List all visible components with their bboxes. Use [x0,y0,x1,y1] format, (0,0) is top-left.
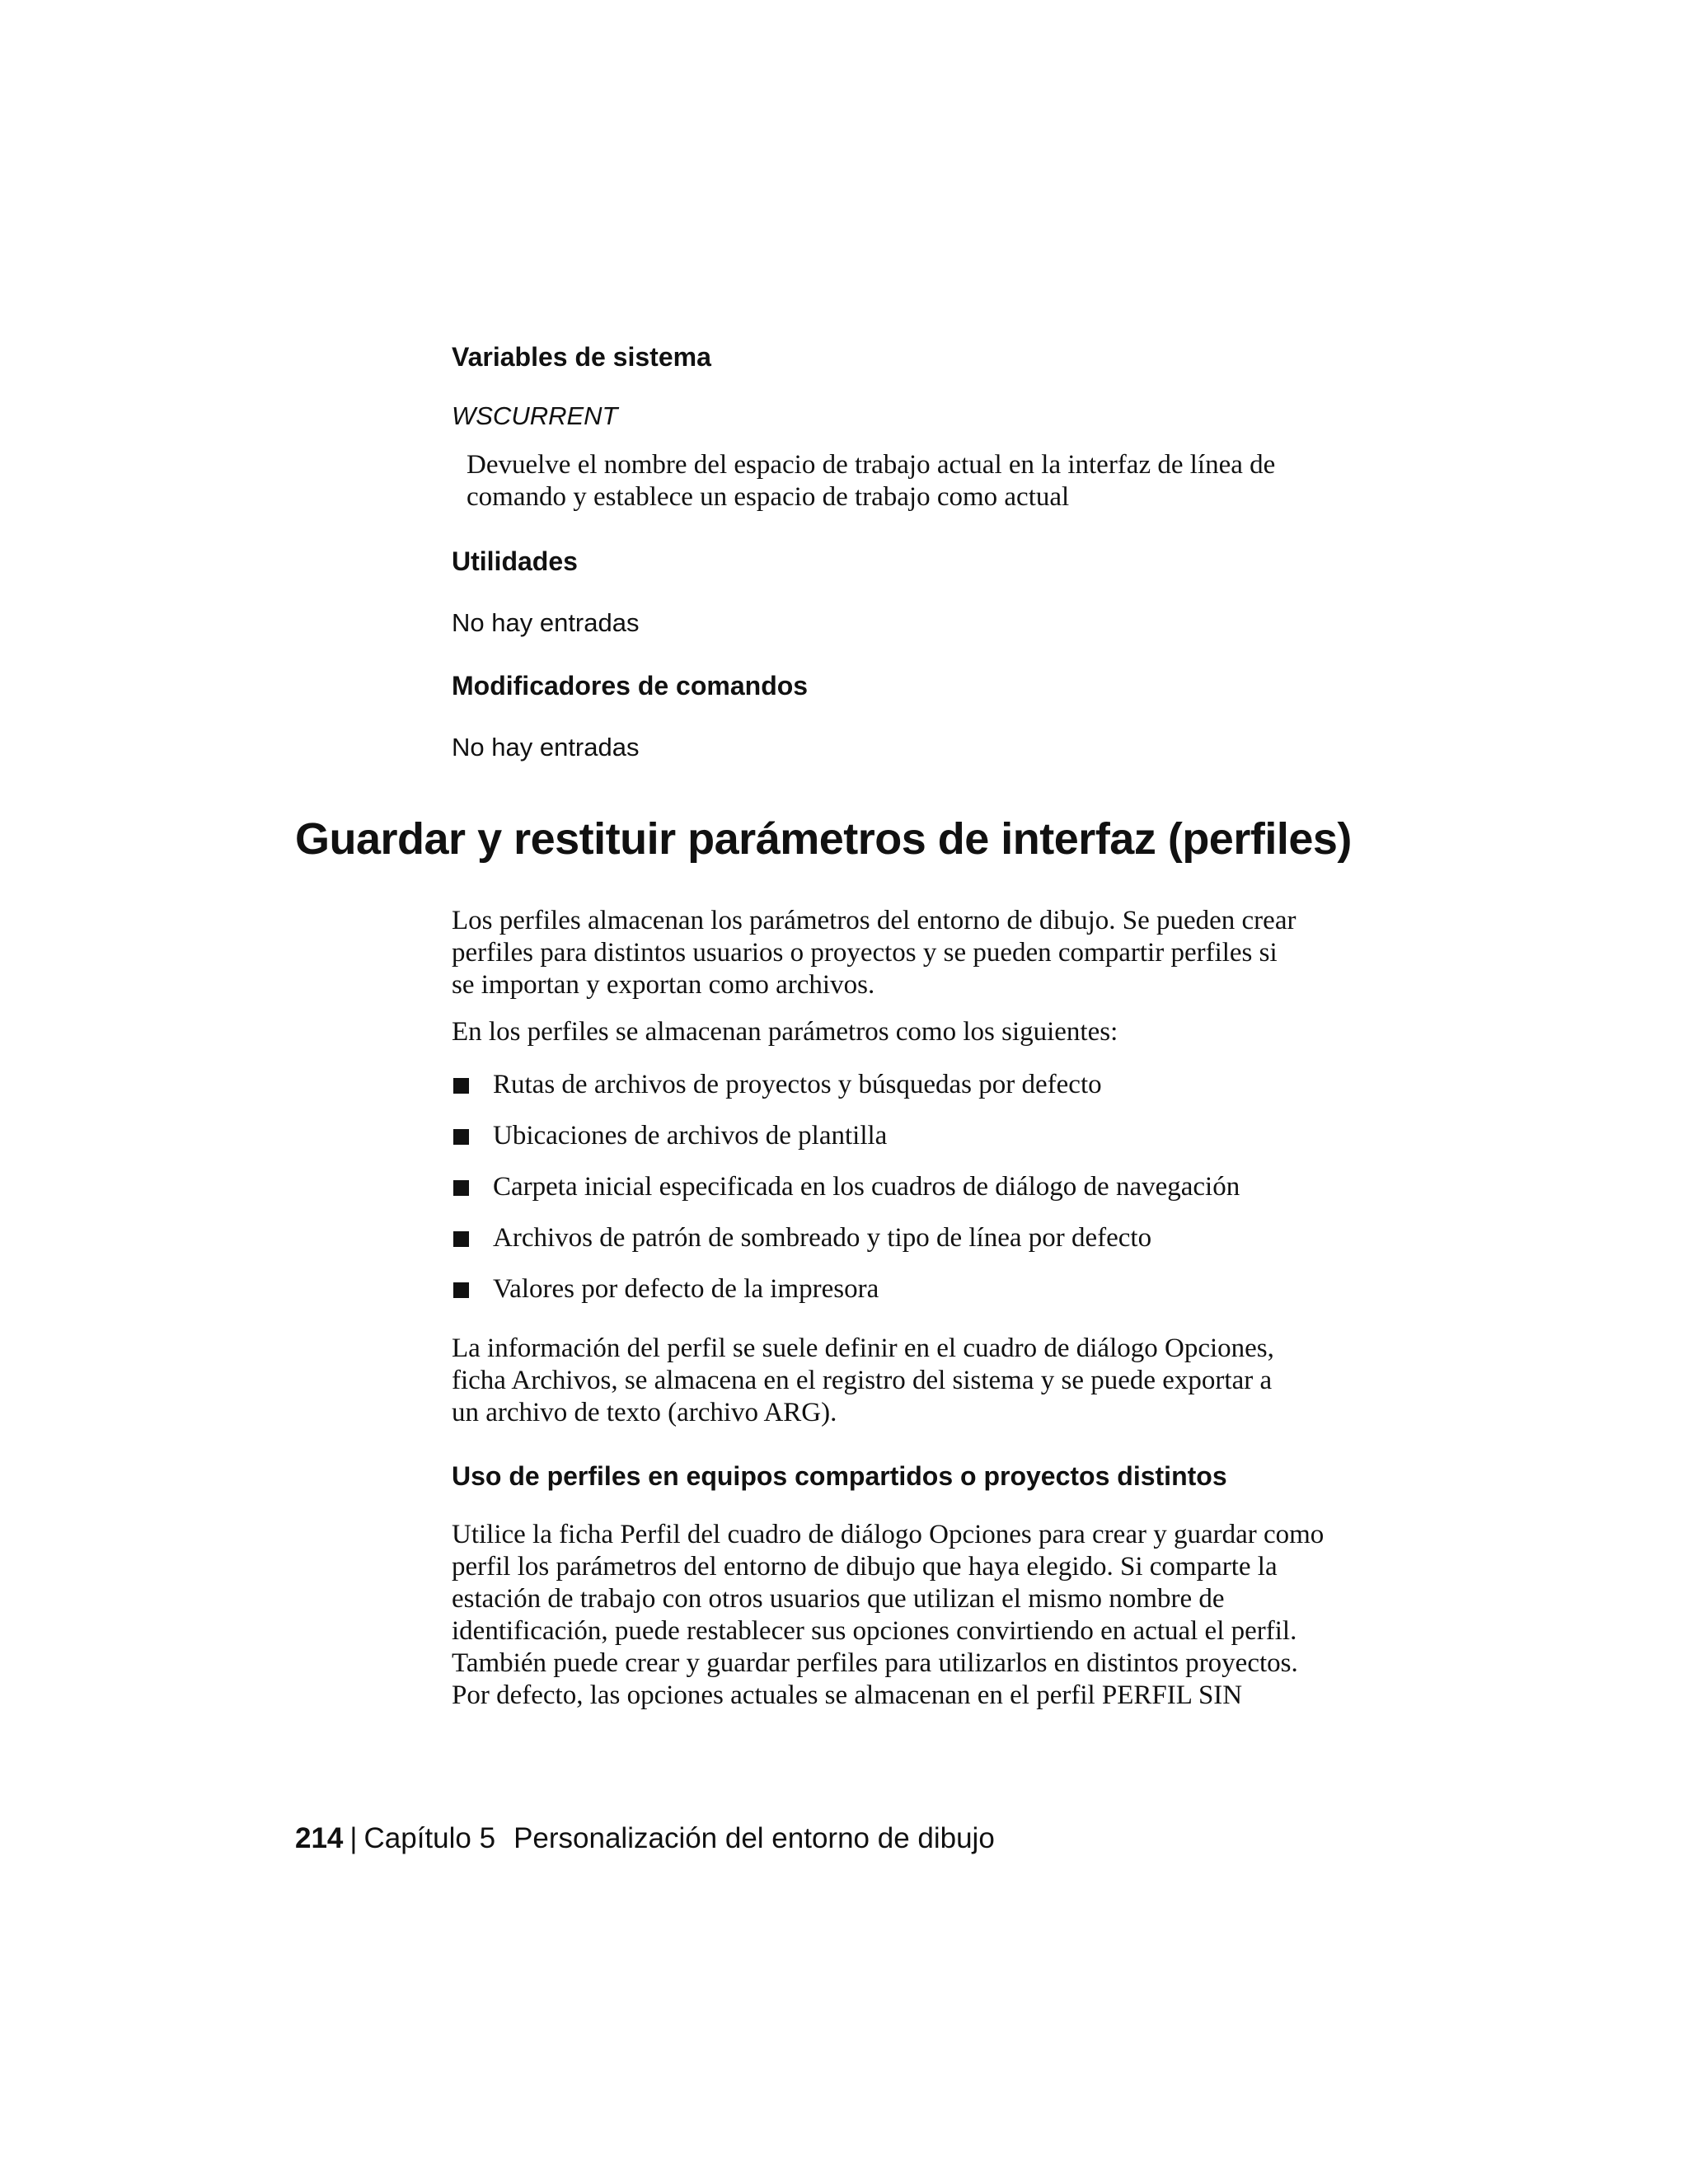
info-line: un archivo de texto (archivo ARG). [452,1398,837,1427]
info-paragraph [452,1333,1274,1429]
intro-paragraph [452,905,1296,1001]
chapter-label: Capítulo 5 [363,1822,496,1854]
page-number: 214 [295,1822,344,1854]
square-bullet-icon [453,1282,469,1298]
footer-separator: | [349,1822,358,1854]
info-line: ficha Archivos, se almacena en el registro del sistema y se puede exportar a [452,1366,1273,1395]
usage-line: Por defecto, las opciones actuales se almacenan en el perfil PERFIL SIN [452,1680,1243,1710]
usage-line: Utilice la ficha Perfil del cuadro de diálogo Opciones para crear y guardar como [452,1520,1325,1549]
list-item [453,1119,1360,1170]
modificadores-text: No hay entradas [452,733,640,762]
variable-description-line: comando y establece un espacio de trabajo como actual [467,482,1070,512]
list-item [453,1272,1360,1324]
list-intro: En los perfiles se almacenan parámetros como los siguientes: [452,1017,1118,1047]
square-bullet-icon [453,1180,469,1196]
section-heading-variables: Variables de sistema [452,342,711,372]
square-bullet-icon [453,1129,469,1145]
usage-line: perfil los parámetros del entorno de dibujo que haya elegido. Si comparte la [452,1552,1278,1582]
variable-name: WSCURRENT [452,401,618,430]
list-item-text: Valores por defecto de la impresora [493,1274,879,1304]
usage-line: identificación, puede restablecer sus opciones convirtiendo en actual el perfil. [452,1616,1297,1646]
utilidades-text: No hay entradas [452,608,640,637]
page-footer [295,1821,995,1857]
list-item-text: Carpeta inicial especificada en los cuadros de diálogo de navegación [493,1172,1240,1202]
section-heading-utilidades: Utilidades [452,546,578,576]
intro-line: se importan y exportan como archivos. [452,970,875,1000]
usage-line: estación de trabajo con otros usuarios que utilizan el mismo nombre de [452,1584,1225,1614]
list-item [453,1221,1360,1272]
square-bullet-icon [453,1078,469,1094]
chapter-title: Personalización del entorno de dibujo [513,1822,995,1854]
variable-description-line: Devuelve el nombre del espacio de trabajo actual en la interfaz de línea de [467,450,1276,480]
usage-line: También puede crear y guardar perfiles para utilizarlos en distintos proyectos. [452,1648,1298,1678]
section-heading-modificadores: Modificadores de comandos [452,671,809,701]
list-item-text: Archivos de patrón de sombreado y tipo de línea por defecto [493,1223,1152,1253]
page-title: Guardar y restituir parámetros de interfaz (perfiles) [295,814,1352,864]
section-heading-uso-perfiles: Uso de perfiles en equipos compartidos o proyectos distintos [452,1461,1227,1491]
intro-line: perfiles para distintos usuarios o proyectos y se pueden compartir perfiles si [452,938,1278,968]
list-item-text: Rutas de archivos de proyectos y búsquedas por defecto [493,1070,1102,1099]
list-item [453,1170,1360,1221]
list-item-text: Ubicaciones de archivos de plantilla [493,1121,888,1151]
list-item [453,1068,1360,1119]
square-bullet-icon [453,1231,469,1247]
intro-line: Los perfiles almacenan los parámetros del entorno de dibujo. Se pueden crear [452,906,1296,935]
settings-bullet-list [453,1068,1360,1324]
info-line: La información del perfil se suele definir en el cuadro de diálogo Opciones, [452,1333,1274,1363]
usage-paragraph [452,1519,1324,1712]
variable-description [467,449,1275,513]
